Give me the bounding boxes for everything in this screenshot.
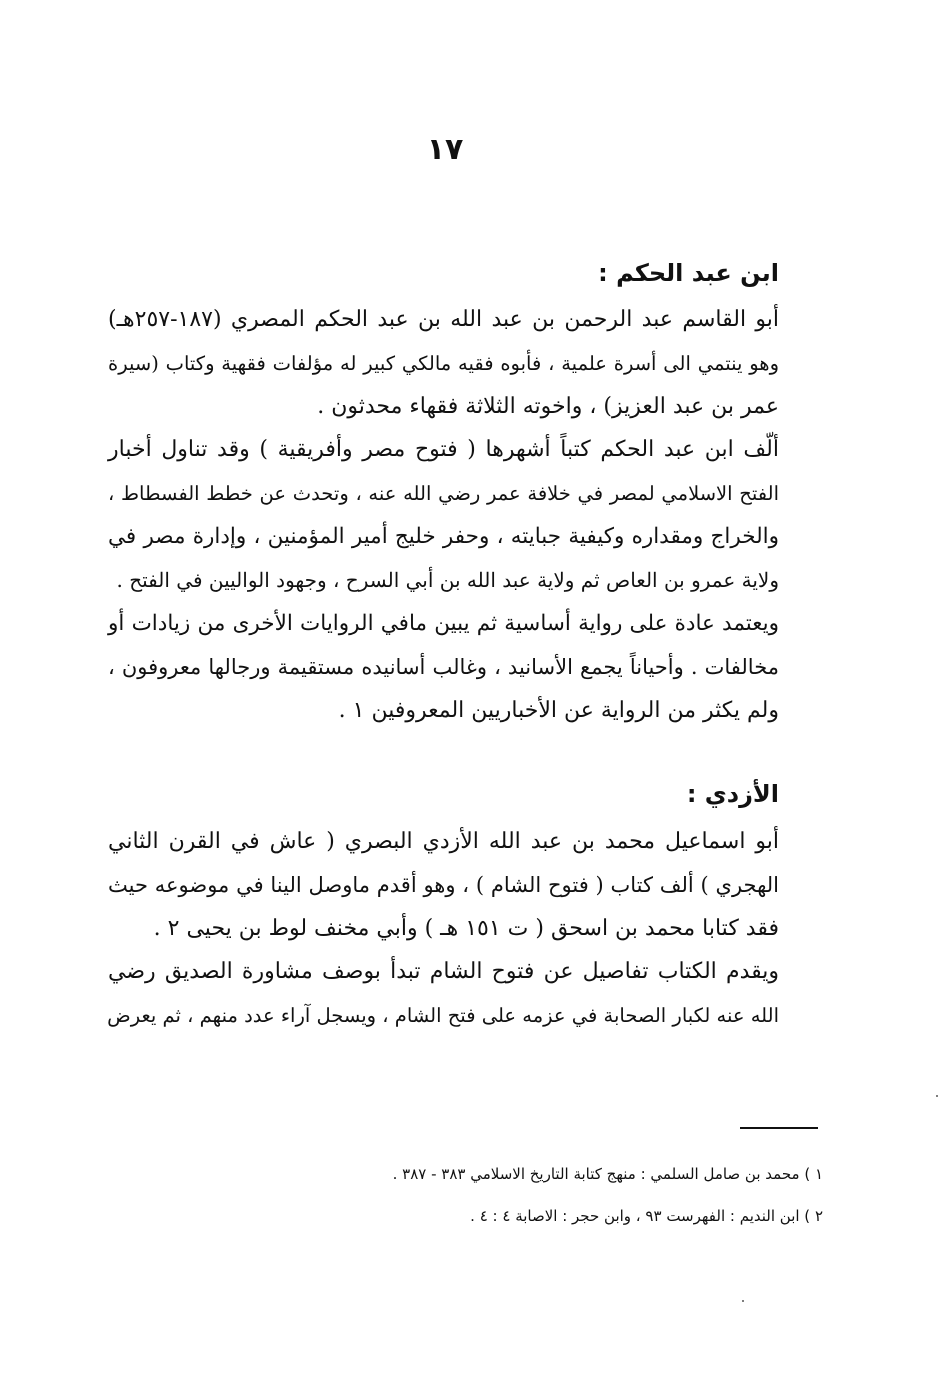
- text-line: ويعتمد عادة على رواية أساسية ثم يبين مافي الروايات الأخرى من زيادات أو: [108, 611, 779, 636]
- text-line: عمر بن عبد العزيز) ، واخوته الثلاثة فقهاء محدثون .: [317, 394, 779, 419]
- paragraph-works-ibn-abd-al-hakam: [108, 428, 779, 602]
- text-line: أبو القاسم عبد الرحمن بن عبد الله بن عبد الحكم المصري (١٨٧-٢٥٧هـ): [108, 307, 779, 332]
- text-line: مخالفات . وأحياناً يجمع الأسانيد ، وغالب أسانيده مستقيمة ورجالها معروفون ،: [108, 654, 779, 679]
- section-heading-al-azdi: الأزدي :: [686, 780, 779, 808]
- text-line: ألّف ابن عبد الحكم كتباً أشهرها ( فتوح مصر وأفريقية ) وقد تناول أخبار: [108, 437, 779, 462]
- footnote-separator: [740, 1127, 818, 1129]
- text-line: وهو ينتمي الى أسرة علمية ، فأبوه فقيه مالكي كبير له مؤلفات فقهية وكتاب (سيرة: [108, 351, 779, 375]
- text-line: أبو اسماعيل محمد بن عبد الله الأزدي البصري ( عاش في القرن الثاني: [108, 829, 779, 854]
- text-line: الفتح الاسلامي لمصر في خلافة عمر رضي الله عنه ، وتحدث عن خطط الفسطاط ،: [108, 481, 779, 505]
- scan-speck: [742, 1300, 744, 1302]
- paragraph-bio-al-azdi: [108, 820, 779, 951]
- footnote-1: ١ ) محمد بن صامل السلمي : منهج كتابة التاريخ الاسلامي ٣٨٣ - ٣٨٧ .: [392, 1165, 823, 1183]
- page-number: ١٧: [426, 132, 464, 167]
- footnote-2: ٢ ) ابن النديم : الفهرست ٩٣ ، وابن حجر : الاصابة ٤ : ٤ .: [470, 1207, 823, 1225]
- text-line: والخراج ومقداره وكيفية جبايته ، وحفر خليج أمير المؤمنين ، وإدارة مصر في: [108, 524, 779, 549]
- paragraph-method-ibn-abd-al-hakam: [108, 602, 779, 733]
- text-line: ولم يكثر من الرواية عن الأخباريين المعروفين ١ .: [338, 698, 779, 723]
- text-line: الله عنه لكبار الصحابة في عزمه على فتح الشام ، ويسجل آراء عدد منهم ، ثم يعرض: [107, 1003, 779, 1027]
- text-line: ويقدم الكتاب تفاصيل عن فتوح الشام تبدأ بوصف مشاورة الصديق رضي: [108, 959, 779, 984]
- scan-speck: [936, 1095, 938, 1097]
- section-heading-ibn-abd-al-hakam: ابن عبد الحكم :: [598, 259, 779, 287]
- paragraph-content-al-azdi: [108, 950, 779, 1037]
- text-line: فقد كتابا محمد بن اسحق ( ت ١٥١ هـ ) وأبي مخنف لوط بن يحيى ٢ .: [153, 916, 779, 941]
- text-line: ولاية عمرو بن العاص ثم ولاية عبد الله بن أبي السرح ، وجهود الواليين في الفتح .: [116, 567, 779, 592]
- paragraph-bio-ibn-abd-al-hakam: [108, 298, 779, 429]
- text-line: الهجري ) ألف كتاب ( فتوح الشام ) ، وهو أقدم ماوصل الينا في موضوعه حيث: [108, 872, 779, 897]
